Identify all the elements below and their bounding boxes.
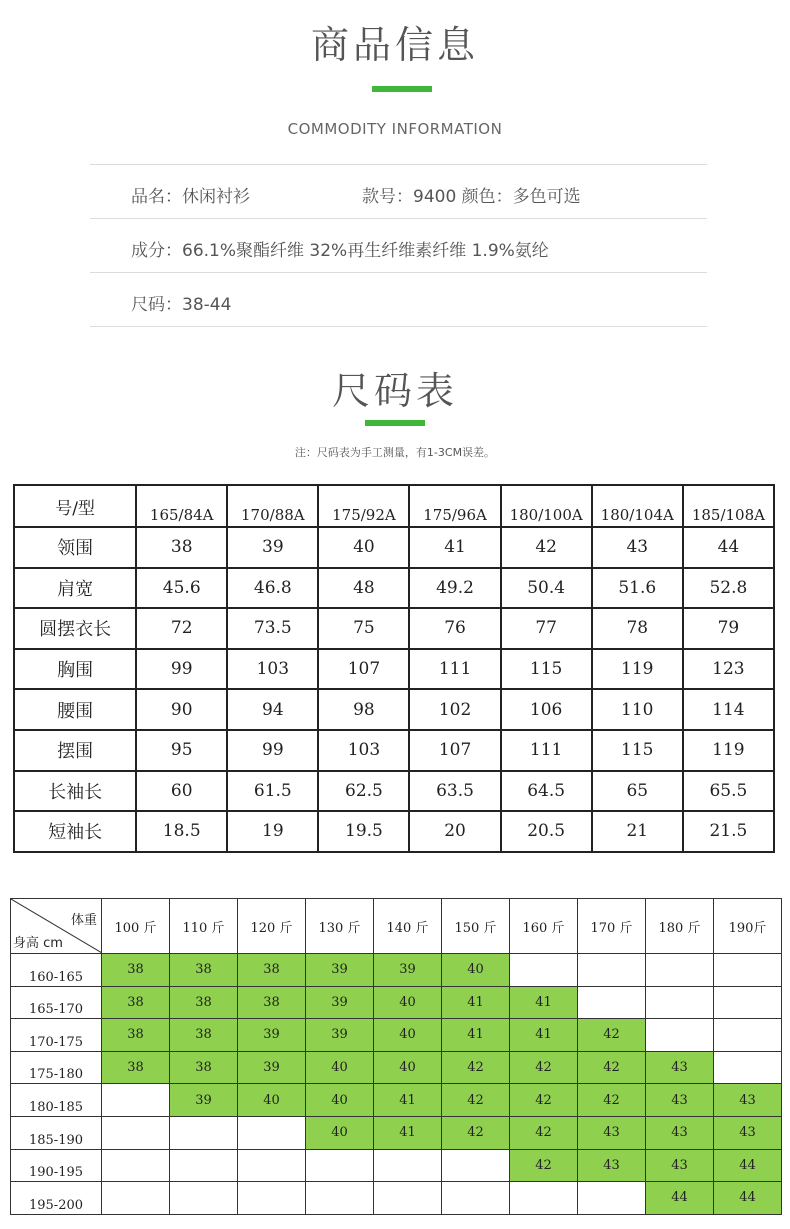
weight-column-header: 130 斤 — [306, 899, 374, 954]
measurement-value: 62.5 — [318, 771, 409, 812]
measurement-value: 99 — [136, 649, 227, 690]
recommended-size-cell: 42 — [442, 1116, 510, 1149]
recommended-size-cell: 43 — [714, 1084, 782, 1117]
height-range-label: 170-175 — [11, 1019, 102, 1052]
recommended-size-cell: 39 — [238, 1019, 306, 1052]
height-weight-corner — [11, 899, 102, 954]
recommended-size-cell: 43 — [578, 1116, 646, 1149]
empty-cell — [102, 1116, 170, 1149]
recommended-size-cell: 42 — [442, 1084, 510, 1117]
size-chart-header-row — [14, 485, 774, 527]
divider — [90, 326, 707, 327]
recommended-size-cell: 39 — [306, 954, 374, 987]
empty-cell — [102, 1182, 170, 1215]
recommended-size-cell: 38 — [170, 1051, 238, 1084]
weight-header-row — [11, 899, 782, 954]
empty-cell — [238, 1149, 306, 1182]
measurement-value: 111 — [409, 649, 500, 690]
table-row — [14, 649, 774, 690]
empty-cell — [578, 986, 646, 1019]
empty-cell — [578, 954, 646, 987]
table-row — [11, 1051, 782, 1084]
title-accent-bar — [365, 420, 425, 426]
measurement-value: 51.6 — [592, 568, 683, 609]
measurement-value: 98 — [318, 689, 409, 730]
recommended-size-cell: 42 — [578, 1019, 646, 1052]
measurement-value: 63.5 — [409, 771, 500, 812]
product-style-color: 款号：9400 颜色：多色可选 — [362, 187, 581, 207]
recommended-size-cell: 38 — [238, 954, 306, 987]
recommended-size-cell: 42 — [510, 1051, 578, 1084]
recommended-size-cell: 40 — [442, 954, 510, 987]
empty-cell — [238, 1116, 306, 1149]
recommended-size-cell: 39 — [306, 1019, 374, 1052]
empty-cell — [714, 986, 782, 1019]
measurement-value: 65.5 — [683, 771, 774, 812]
measurement-value: 119 — [683, 730, 774, 771]
empty-cell — [578, 1182, 646, 1215]
measurement-value: 21.5 — [683, 811, 774, 852]
recommended-size-cell: 40 — [306, 1084, 374, 1117]
empty-cell — [102, 1084, 170, 1117]
product-info-title: 商品信息 — [310, 23, 479, 67]
recommended-size-cell: 43 — [646, 1149, 714, 1182]
weight-column-header: 160 斤 — [510, 899, 578, 954]
measurement-value: 19 — [227, 811, 318, 852]
height-range-label: 180-185 — [11, 1084, 102, 1117]
measurement-value: 18.5 — [136, 811, 227, 852]
measurement-value: 38 — [136, 527, 227, 568]
table-row — [11, 1084, 782, 1117]
measurement-label: 长袖长 — [14, 771, 136, 812]
measurement-value: 48 — [318, 568, 409, 609]
table-row — [14, 689, 774, 730]
size-chart-corner: 号/型 — [14, 485, 136, 527]
size-column-header: 180/104A — [592, 485, 683, 527]
recommended-size-cell: 41 — [442, 1019, 510, 1052]
recommended-size-cell: 44 — [646, 1182, 714, 1215]
measurement-value: 111 — [501, 730, 592, 771]
height-range-label: 195-200 — [11, 1182, 102, 1215]
recommended-size-cell: 43 — [578, 1149, 646, 1182]
measurement-value: 95 — [136, 730, 227, 771]
measurement-value: 65 — [592, 771, 683, 812]
table-row — [11, 1149, 782, 1182]
recommended-size-cell: 41 — [510, 986, 578, 1019]
measurement-value: 119 — [592, 649, 683, 690]
measurement-label: 胸围 — [14, 649, 136, 690]
empty-cell — [374, 1182, 442, 1215]
measurement-value: 110 — [592, 689, 683, 730]
table-row — [14, 527, 774, 568]
weight-column-header: 100 斤 — [102, 899, 170, 954]
height-range-label: 165-170 — [11, 986, 102, 1019]
size-chart-note: 注：尺码表为手工测量，有1-3CM误差。 — [294, 446, 496, 459]
product-size-range: 尺码：38-44 — [131, 295, 232, 315]
table-row — [11, 986, 782, 1019]
measurement-value: 114 — [683, 689, 774, 730]
empty-cell — [442, 1182, 510, 1215]
measurement-value: 50.4 — [501, 568, 592, 609]
recommended-size-cell: 42 — [442, 1051, 510, 1084]
measurement-value: 45.6 — [136, 568, 227, 609]
recommended-size-cell: 40 — [306, 1116, 374, 1149]
height-range-label: 160-165 — [11, 954, 102, 987]
empty-cell — [646, 954, 714, 987]
recommended-size-cell: 39 — [238, 1051, 306, 1084]
product-info-subtitle: COMMODITY INFORMATION — [287, 120, 503, 138]
size-column-header: 180/100A — [501, 485, 592, 527]
size-column-header: 170/88A — [227, 485, 318, 527]
empty-cell — [510, 1182, 578, 1215]
empty-cell — [170, 1116, 238, 1149]
recommended-size-cell: 40 — [238, 1084, 306, 1117]
recommended-size-cell: 42 — [578, 1084, 646, 1117]
empty-cell — [510, 954, 578, 987]
table-row — [14, 568, 774, 609]
measurement-value: 20.5 — [501, 811, 592, 852]
measurement-value: 99 — [227, 730, 318, 771]
recommended-size-cell: 43 — [646, 1116, 714, 1149]
empty-cell — [714, 1051, 782, 1084]
recommended-size-cell: 43 — [714, 1116, 782, 1149]
height-range-label: 190-195 — [11, 1149, 102, 1182]
table-row — [11, 1116, 782, 1149]
recommended-size-cell: 38 — [170, 954, 238, 987]
measurement-value: 78 — [592, 608, 683, 649]
product-composition: 成分：66.1%聚酯纤维 32%再生纤维素纤维 1.9%氨纶 — [131, 241, 549, 261]
height-range-label: 175-180 — [11, 1051, 102, 1084]
height-axis-label: 身高 cm — [13, 936, 63, 951]
recommended-size-cell: 38 — [102, 1019, 170, 1052]
measurement-value: 46.8 — [227, 568, 318, 609]
measurement-value: 103 — [227, 649, 318, 690]
recommended-size-cell: 43 — [646, 1051, 714, 1084]
measurement-label: 圆摆衣长 — [14, 608, 136, 649]
recommended-size-cell: 41 — [510, 1019, 578, 1052]
recommended-size-cell: 38 — [170, 1019, 238, 1052]
empty-cell — [102, 1149, 170, 1182]
measurement-value: 103 — [318, 730, 409, 771]
product-name: 品名：休闲衬衫 — [131, 187, 250, 207]
recommended-size-cell: 40 — [374, 986, 442, 1019]
measurement-value: 49.2 — [409, 568, 500, 609]
weight-column-header: 120 斤 — [238, 899, 306, 954]
weight-axis-label: 体重 — [70, 913, 97, 928]
weight-column-header: 140 斤 — [374, 899, 442, 954]
size-column-header: 175/92A — [318, 485, 409, 527]
measurement-label: 腰围 — [14, 689, 136, 730]
weight-column-header: 110 斤 — [170, 899, 238, 954]
weight-column-header: 170 斤 — [578, 899, 646, 954]
measurement-value: 43 — [592, 527, 683, 568]
measurement-value: 75 — [318, 608, 409, 649]
weight-column-header: 180 斤 — [646, 899, 714, 954]
measurement-value: 19.5 — [318, 811, 409, 852]
measurement-label: 领围 — [14, 527, 136, 568]
empty-cell — [646, 1019, 714, 1052]
weight-column-header: 190斤 — [714, 899, 782, 954]
recommended-size-cell: 38 — [102, 954, 170, 987]
recommended-size-cell: 42 — [510, 1116, 578, 1149]
size-recommendation-table — [10, 898, 782, 1215]
measurement-value: 102 — [409, 689, 500, 730]
measurement-value: 39 — [227, 527, 318, 568]
empty-cell — [714, 954, 782, 987]
measurement-label: 肩宽 — [14, 568, 136, 609]
measurement-value: 44 — [683, 527, 774, 568]
size-column-header: 165/84A — [136, 485, 227, 527]
measurement-value: 21 — [592, 811, 683, 852]
recommended-size-cell: 38 — [170, 986, 238, 1019]
recommended-size-cell: 39 — [306, 986, 374, 1019]
divider — [90, 164, 707, 165]
measurement-label: 摆围 — [14, 730, 136, 771]
title-accent-bar — [372, 86, 432, 92]
empty-cell — [238, 1182, 306, 1215]
empty-cell — [306, 1149, 374, 1182]
empty-cell — [442, 1149, 510, 1182]
recommended-size-cell: 41 — [374, 1084, 442, 1117]
measurement-value: 52.8 — [683, 568, 774, 609]
size-column-header: 185/108A — [683, 485, 774, 527]
measurement-value: 60 — [136, 771, 227, 812]
measurement-value: 42 — [501, 527, 592, 568]
measurement-value: 73.5 — [227, 608, 318, 649]
measurement-label: 短袖长 — [14, 811, 136, 852]
recommended-size-cell: 40 — [374, 1051, 442, 1084]
recommended-size-cell: 38 — [102, 1051, 170, 1084]
measurement-value: 107 — [409, 730, 500, 771]
empty-cell — [374, 1149, 442, 1182]
divider — [90, 272, 707, 273]
measurement-value: 115 — [592, 730, 683, 771]
recommended-size-cell: 43 — [646, 1084, 714, 1117]
measurement-value: 64.5 — [501, 771, 592, 812]
size-column-header: 175/96A — [409, 485, 500, 527]
recommended-size-cell: 42 — [510, 1084, 578, 1117]
recommended-size-cell: 44 — [714, 1182, 782, 1215]
measurement-value: 107 — [318, 649, 409, 690]
measurement-value: 40 — [318, 527, 409, 568]
empty-cell — [714, 1019, 782, 1052]
recommended-size-cell: 40 — [306, 1051, 374, 1084]
measurement-value: 20 — [409, 811, 500, 852]
recommended-size-cell: 42 — [578, 1051, 646, 1084]
size-chart-table — [13, 484, 775, 853]
recommended-size-cell: 42 — [510, 1149, 578, 1182]
empty-cell — [646, 986, 714, 1019]
empty-cell — [170, 1182, 238, 1215]
recommended-size-cell: 39 — [374, 954, 442, 987]
measurement-value: 77 — [501, 608, 592, 649]
table-row — [11, 1182, 782, 1215]
divider — [90, 218, 707, 219]
measurement-value: 72 — [136, 608, 227, 649]
height-range-label: 185-190 — [11, 1116, 102, 1149]
recommended-size-cell: 38 — [238, 986, 306, 1019]
empty-cell — [170, 1149, 238, 1182]
table-row — [11, 954, 782, 987]
measurement-value: 123 — [683, 649, 774, 690]
table-row — [14, 771, 774, 812]
measurement-value: 90 — [136, 689, 227, 730]
size-chart-title: 尺码表 — [331, 369, 458, 413]
measurement-value: 106 — [501, 689, 592, 730]
recommended-size-cell: 41 — [442, 986, 510, 1019]
table-row — [14, 730, 774, 771]
measurement-value: 76 — [409, 608, 500, 649]
recommended-size-cell: 44 — [714, 1149, 782, 1182]
recommended-size-cell: 39 — [170, 1084, 238, 1117]
measurement-value: 61.5 — [227, 771, 318, 812]
measurement-value: 41 — [409, 527, 500, 568]
measurement-value: 94 — [227, 689, 318, 730]
recommended-size-cell: 40 — [374, 1019, 442, 1052]
table-row — [14, 608, 774, 649]
recommended-size-cell: 41 — [374, 1116, 442, 1149]
table-row — [14, 811, 774, 852]
recommended-size-cell: 38 — [102, 986, 170, 1019]
measurement-value: 79 — [683, 608, 774, 649]
table-row — [11, 1019, 782, 1052]
measurement-value: 115 — [501, 649, 592, 690]
empty-cell — [306, 1182, 374, 1215]
weight-column-header: 150 斤 — [442, 899, 510, 954]
